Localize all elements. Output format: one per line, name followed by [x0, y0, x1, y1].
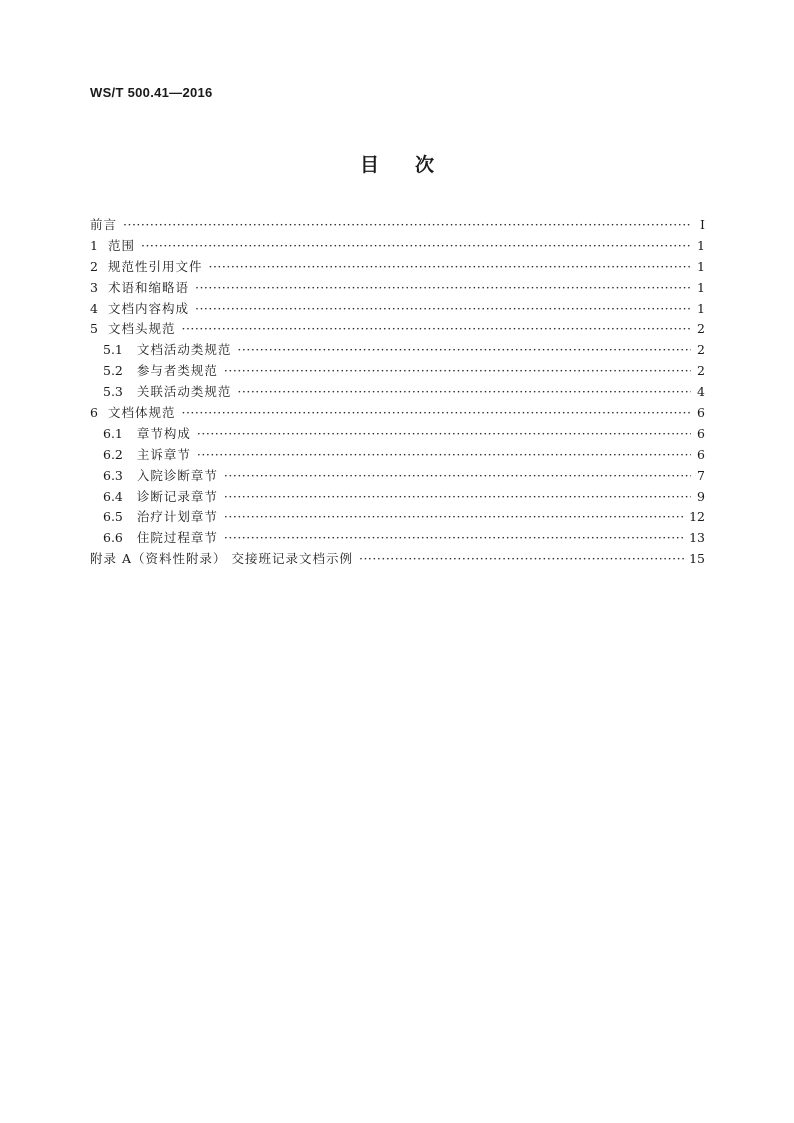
toc-entry-label: 术语和缩略语 [107, 279, 189, 295]
toc-dot-leader [141, 236, 691, 257]
toc-entry[interactable] [90, 466, 705, 487]
toc-entry-number: 5.1 [103, 342, 123, 358]
toc-entry-page: Ⅰ [700, 217, 705, 232]
toc-entry-page: 7 [697, 467, 705, 483]
toc-entry-page: 6 [697, 425, 705, 441]
toc-entry-page: 9 [697, 488, 705, 504]
toc-dot-leader [197, 424, 691, 445]
toc-dot-leader [224, 361, 691, 382]
toc-entry[interactable] [90, 403, 705, 424]
toc-entry[interactable] [90, 257, 705, 278]
toc-dot-leader [195, 278, 691, 299]
toc-entry[interactable] [90, 528, 705, 549]
toc-entry-page: 4 [697, 384, 705, 400]
toc-entry-number: 6.3 [103, 467, 123, 483]
toc-dot-leader [224, 507, 685, 528]
toc-dot-leader [224, 528, 685, 549]
toc-entry-page: 1 [697, 258, 705, 274]
toc-entry-page: 6 [697, 405, 705, 421]
toc-entry[interactable] [90, 299, 705, 320]
toc-entry-label: 诊断记录章节 [136, 488, 218, 504]
toc-dot-leader [197, 445, 691, 466]
toc-entry-page: 12 [689, 509, 705, 525]
toc-entry-page: 15 [689, 551, 705, 567]
toc-entry[interactable] [90, 507, 705, 528]
toc-entry[interactable] [90, 236, 705, 257]
toc-entry-page: 1 [697, 279, 705, 295]
toc-entry-number: 2 [90, 258, 98, 274]
toc-dot-leader [237, 382, 691, 403]
toc-entry-number: 1 [90, 237, 98, 253]
toc-entry-label: 文档头规范 [107, 321, 176, 337]
toc-dot-leader [181, 403, 691, 424]
toc-entry-label: 入院诊断章节 [136, 467, 218, 483]
toc-entry-number: 6.5 [103, 509, 123, 525]
toc-entry-number: 6.4 [103, 488, 123, 504]
toc-entry[interactable] [90, 382, 705, 403]
toc-entry-page: 2 [697, 321, 705, 337]
toc-entry-label: 附录 A（资料性附录） 交接班记录文档示例 [90, 551, 353, 567]
toc-entry-number: 3 [90, 279, 98, 295]
toc-entry-label: 主诉章节 [136, 446, 191, 462]
toc-entry[interactable] [90, 549, 705, 570]
toc-dot-leader [208, 257, 691, 278]
toc-entry-number: 5 [90, 321, 98, 337]
toc-entry-page: 2 [697, 363, 705, 379]
toc-entry-label: 文档体规范 [107, 405, 176, 421]
toc-entry-label: 文档活动类规范 [136, 342, 232, 358]
toc-entry-page: 1 [697, 300, 705, 316]
toc-entry-number: 6.1 [103, 425, 123, 441]
toc-entry-label: 参与者类规范 [136, 363, 218, 379]
toc-entry-label: 关联活动类规范 [136, 384, 232, 400]
toc-entry[interactable] [90, 319, 705, 340]
toc-dot-leader [237, 340, 691, 361]
toc-entry[interactable] [90, 445, 705, 466]
toc-entry-page: 1 [697, 237, 705, 253]
toc-entry-number: 5.3 [103, 384, 123, 400]
toc-entry-number: 6.2 [103, 446, 123, 462]
toc-dot-leader [224, 466, 691, 487]
table-of-contents [90, 215, 705, 570]
toc-dot-leader [181, 319, 691, 340]
toc-entry-number: 6 [90, 405, 98, 421]
toc-entry-label: 章节构成 [136, 425, 191, 441]
page-title: 目次 [359, 154, 470, 176]
toc-entry-page: 13 [689, 530, 705, 546]
toc-entry[interactable] [90, 215, 705, 236]
toc-entry-number: 4 [90, 300, 98, 316]
toc-dot-leader [224, 487, 691, 508]
toc-entry-label: 前言 [90, 217, 118, 232]
toc-entry-number: 5.2 [103, 363, 123, 379]
toc-entry-label: 住院过程章节 [136, 530, 218, 546]
toc-dot-leader [195, 299, 691, 320]
toc-entry-label: 范围 [107, 237, 135, 253]
toc-entry[interactable] [90, 278, 705, 299]
toc-entry[interactable] [90, 361, 705, 382]
toc-entry-number: 6.6 [103, 530, 123, 546]
toc-entry-label: 文档内容构成 [107, 300, 189, 316]
toc-entry[interactable] [90, 424, 705, 445]
toc-entry[interactable] [90, 487, 705, 508]
toc-entry-label: 治疗计划章节 [136, 509, 218, 525]
document-code: WS/T 500.41—2016 [90, 85, 213, 100]
toc-dot-leader [359, 549, 685, 570]
toc-dot-leader [123, 215, 691, 236]
toc-entry-page: 2 [697, 342, 705, 358]
toc-entry-page: 6 [697, 446, 705, 462]
toc-entry-label: 规范性引用文件 [107, 258, 203, 274]
toc-entry[interactable] [90, 340, 705, 361]
